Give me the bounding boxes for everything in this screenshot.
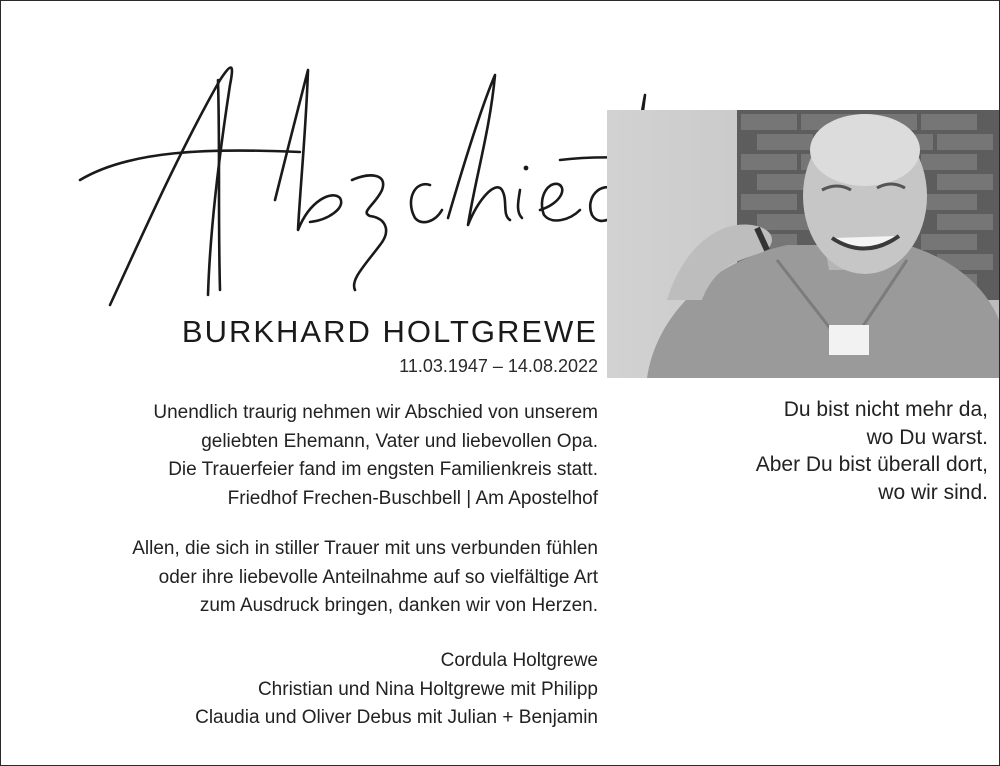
message-line: geliebten Ehemann, Vater und liebevollen Opa. <box>201 430 598 452</box>
life-dates: 11.03.1947 – 14.08.2022 <box>399 356 598 376</box>
mourner-line: Christian und Nina Holtgrewe mit Philipp <box>257 678 598 700</box>
mourner-line: Cordula Holtgrewe <box>440 650 598 671</box>
message-line: Unendlich traurig nehmen wir Abschied von unserem <box>153 402 598 423</box>
portrait-photo <box>607 110 999 378</box>
thanks-line: Allen, die sich in stiller Trauer mit uns verbunden fühlen <box>132 538 598 559</box>
quote-line: Aber Du bist überall dort, <box>755 453 988 476</box>
thanks-line: oder ihre liebevolle Anteilnahme auf so vielfältige Art <box>158 566 598 588</box>
message-line: Friedhof Frechen-Buschbell | Am Apostelhof <box>227 487 598 509</box>
message-line: Die Trauerfeier fand im engsten Familienkreis statt. <box>168 459 598 480</box>
thanks-line: zum Ausdruck bringen, danken wir von Herzen. <box>199 595 598 616</box>
deceased-name: BURKHARD HOLTGREWE <box>181 314 598 349</box>
message-block <box>153 399 598 513</box>
quote-line: wo wir sind. <box>878 480 988 504</box>
mourners-block <box>195 647 598 733</box>
abschied-script-headline <box>70 40 690 330</box>
quote-line: Du bist nicht mehr da, <box>783 398 988 421</box>
mourner-line: Claudia und Oliver Debus mit Julian + Benjamin <box>195 707 598 728</box>
quote-block <box>756 396 988 506</box>
thanks-block <box>132 535 598 621</box>
quote-line: wo Du warst. <box>866 425 988 449</box>
